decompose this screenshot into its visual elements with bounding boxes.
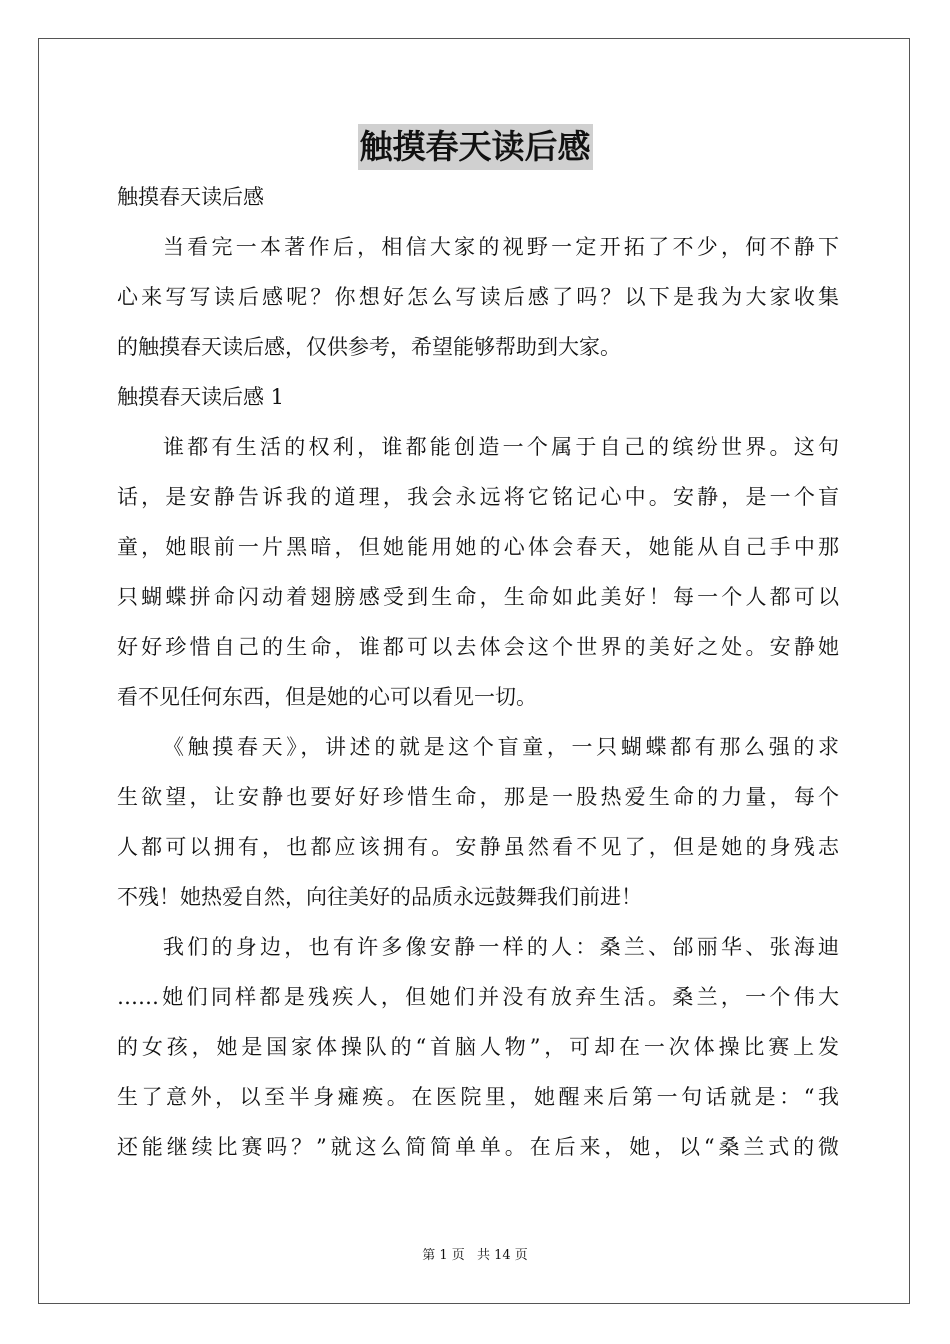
- text-line: 触摸春天读后感 1: [117, 385, 285, 409]
- page-total: 共 14 页: [476, 1248, 528, 1263]
- text-line: 人都可以拥有，也都应该拥有。安静虽然看不见了，但是她的身残志: [117, 835, 839, 859]
- text-line: 童，她眼前一片黑暗，但她能用她的心体会春天，她能从自己手中那: [117, 535, 839, 559]
- text-line: 生欲望，让安静也要好好珍惜生命，那是一股热爱生命的力量，每个: [117, 785, 839, 809]
- text-line: 不残！她热爱自然，向往美好的品质永远鼓舞我们前进！: [117, 885, 642, 909]
- page-footer: [0, 1246, 950, 1266]
- text-line: 当看完一本著作后，相信大家的视野一定开拓了不少，何不静下: [163, 235, 839, 259]
- text-line: ……她们同样都是残疾人，但她们并没有放弃生活。桑兰，一个伟大: [117, 985, 839, 1009]
- text-line: 话，是安静告诉我的道理，我会永远将它铭记心中。安静，是一个盲: [117, 485, 839, 509]
- text-line: 心来写写读后感呢？你想好怎么写读后感了吗？以下是我为大家收集: [117, 285, 839, 309]
- text-line: 我们的身边，也有许多像安静一样的人：桑兰、邰丽华、张海迪: [163, 935, 839, 959]
- text-line: 看不见任何东西，但是她的心可以看见一切。: [117, 685, 537, 709]
- document-title: 触摸春天读后感: [358, 124, 593, 170]
- document-body: [117, 172, 839, 1172]
- text-line: 生了意外，以至半身瘫痪。在医院里，她醒来后第一句话就是：“我: [117, 1085, 839, 1109]
- text-line: 还能继续比赛吗？”就这么简简单单。在后来，她，以“桑兰式的微: [117, 1135, 839, 1159]
- text-line: 只蝴蝶拼命闪动着翅膀感受到生命，生命如此美好！每一个人都可以: [117, 585, 839, 609]
- page-number: 第 1 页: [422, 1248, 465, 1263]
- text-line: 《触摸春天》，讲述的就是这个盲童，一只蝴蝶都有那么强的求: [163, 735, 839, 759]
- text-line: 触摸春天读后感: [117, 185, 264, 209]
- text-line: 谁都有生活的权利，谁都能创造一个属于自己的缤纷世界。这句: [163, 435, 839, 459]
- text-line: 的女孩，她是国家体操队的“首脑人物”，可却在一次体操比赛上发: [117, 1035, 839, 1059]
- text-line: 好好珍惜自己的生命，谁都可以去体会这个世界的美好之处。安静她: [117, 635, 839, 659]
- text-line: 的触摸春天读后感，仅供参考，希望能够帮助到大家。: [117, 335, 621, 359]
- title-container: [0, 124, 950, 170]
